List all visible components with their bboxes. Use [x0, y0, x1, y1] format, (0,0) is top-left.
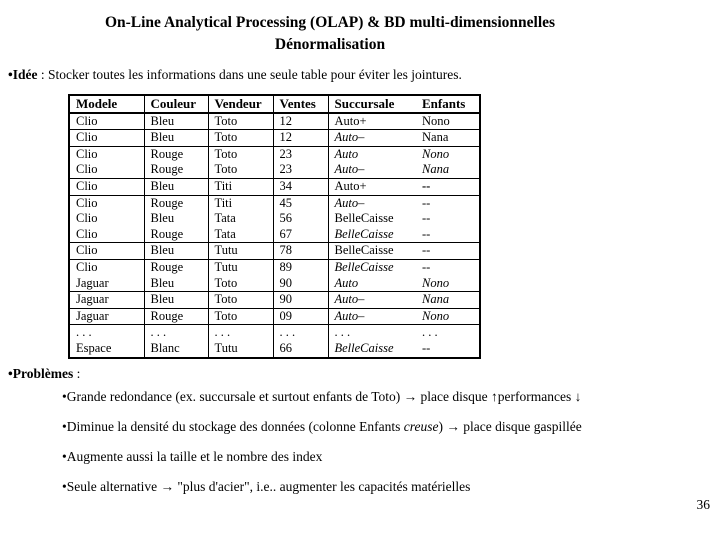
- table-cell: Toto: [208, 276, 273, 292]
- table-cell: Rouge: [144, 308, 208, 325]
- table-row: [69, 341, 480, 358]
- table-cell: Tutu: [208, 341, 273, 358]
- column-header-couleur: Couleur: [144, 95, 208, 113]
- text-segment: •Idée: [8, 67, 38, 82]
- table-row: [69, 292, 480, 309]
- table-row: [69, 243, 480, 260]
- table-cell: 89: [273, 259, 328, 275]
- table-cell: --: [422, 340, 431, 355]
- table-cell: . . .: [273, 325, 328, 341]
- problem-item: [62, 478, 712, 495]
- table-row: [69, 178, 480, 195]
- table-cell: 56: [273, 211, 328, 227]
- table-cell: Auto–: [334, 195, 365, 210]
- table-row: [69, 308, 480, 325]
- table-cell: Jaguar: [69, 276, 144, 292]
- table-cell: Bleu: [144, 276, 208, 292]
- problems-list: [62, 388, 712, 508]
- table-cell: Nana: [416, 292, 480, 309]
- text-segment: "plus d'acier", i.e.. augmenter les capacités matérielles: [173, 479, 471, 494]
- table-cell: Auto+: [328, 178, 416, 195]
- table-cell: BelleCaisse: [328, 227, 416, 243]
- table-cell: --: [422, 195, 431, 210]
- table-row: [69, 162, 480, 178]
- table-cell: Tata: [208, 211, 273, 227]
- text-segment: →: [403, 389, 418, 404]
- column-header-modele: Modele: [69, 95, 144, 113]
- table-cell: . . .: [422, 325, 438, 340]
- table-cell: 12: [273, 113, 328, 130]
- text-segment: •Seule alternative: [62, 479, 161, 494]
- table-cell: Clio: [69, 227, 144, 243]
- table-row: [69, 259, 480, 275]
- table-row: [69, 146, 480, 162]
- table-cell: Titi: [208, 178, 273, 195]
- text-segment: •Grande redondance (ex. succursale et surtout enfants de Toto): [62, 389, 404, 404]
- table-cell: Titi: [208, 195, 273, 211]
- table-row: [69, 211, 480, 227]
- table-cell: Rouge: [144, 146, 208, 162]
- table-row: [69, 195, 480, 211]
- text-segment: ): [438, 419, 447, 434]
- table-cell: Clio: [69, 130, 144, 147]
- table-cell: Toto: [208, 146, 273, 162]
- table-cell: Auto–: [328, 162, 416, 178]
- table-cell: 78: [273, 243, 328, 260]
- table-cell: Toto: [208, 162, 273, 178]
- table-cell: Bleu: [144, 243, 208, 260]
- table-cell: Rouge: [144, 195, 208, 211]
- idea-bullet: [8, 66, 462, 83]
- title-line-2: Dénormalisation: [274, 36, 386, 53]
- slide-title: [0, 12, 660, 56]
- table-cell: Nana: [416, 130, 480, 147]
- table-cell: Rouge: [144, 162, 208, 178]
- text-segment: : Stocker toutes les informations dans une seule table pour éviter les jointures.: [37, 67, 462, 82]
- table-cell: 67: [273, 227, 328, 243]
- table-row: [69, 130, 480, 147]
- table-cell: Clio: [69, 243, 144, 260]
- problem-item: [62, 448, 712, 465]
- table-cell: Auto+: [328, 113, 416, 130]
- denormalization-table: [68, 94, 481, 359]
- table-row: [69, 325, 480, 341]
- table-cell: 90: [273, 276, 328, 292]
- table-row: [69, 227, 480, 243]
- text-segment: •Augmente aussi la taille et le nombre des index: [62, 449, 323, 464]
- table-cell: Rouge: [144, 227, 208, 243]
- table-cell: Toto: [208, 308, 273, 325]
- table-cell: --: [416, 243, 480, 260]
- table-cell: BelleCaisse: [334, 259, 394, 274]
- text-segment: :: [73, 366, 81, 381]
- table-cell: Bleu: [144, 130, 208, 147]
- text-segment: •Problèmes: [8, 366, 74, 381]
- text-segment: •Diminue la densité du stockage des données (colonne Enfants: [62, 419, 404, 434]
- table-cell: BelleCaisse: [328, 243, 416, 260]
- table-cell: Clio: [69, 195, 144, 211]
- table-row: [69, 276, 480, 292]
- page-number: 36: [696, 497, 710, 512]
- title-line-1: On-Line Analytical Processing (OLAP) & BD multi-dimensionnelles: [104, 14, 556, 31]
- table-cell: Bleu: [144, 211, 208, 227]
- table-cell: 45: [273, 195, 328, 211]
- table-cell: --: [416, 178, 480, 195]
- table-cell: Auto–: [328, 130, 416, 147]
- table-cell: Jaguar: [69, 292, 144, 309]
- table-row: [69, 113, 480, 130]
- table-cell: Jaguar: [69, 308, 144, 325]
- table-cell: --: [422, 259, 431, 274]
- table-cell: . . .: [208, 325, 273, 341]
- table-cell: Toto: [208, 113, 273, 130]
- problem-item: [62, 388, 712, 405]
- table-cell: Auto–: [328, 308, 416, 325]
- table-cell: Auto–: [328, 292, 416, 309]
- table-cell: 66: [273, 341, 328, 358]
- table-cell: Nono: [416, 276, 480, 292]
- text-segment: place disque ↑performances ↓: [417, 389, 582, 404]
- table-cell: Clio: [69, 259, 144, 275]
- problems-heading: [8, 365, 80, 382]
- table-cell: Toto: [208, 130, 273, 147]
- table-cell: Clio: [69, 113, 144, 130]
- table-cell: Blanc: [144, 341, 208, 358]
- column-header-succursale: Succursale: [328, 95, 416, 113]
- table-cell: 23: [273, 146, 328, 162]
- table-cell: Toto: [208, 292, 273, 309]
- table-cell: Tutu: [208, 259, 273, 275]
- table-cell: Nono: [422, 146, 450, 161]
- table-cell: BelleCaisse: [334, 211, 394, 226]
- table-cell: Tata: [208, 227, 273, 243]
- table-cell: 09: [273, 308, 328, 325]
- table-cell: Auto: [334, 146, 359, 161]
- table-cell: Clio: [69, 162, 144, 178]
- text-segment: creuse: [403, 419, 439, 434]
- text-segment: →: [446, 419, 460, 434]
- table-cell: 34: [273, 178, 328, 195]
- text-segment: →: [160, 479, 174, 494]
- table-cell: Nono: [416, 308, 480, 325]
- table-cell: Nana: [416, 162, 480, 178]
- table-cell: Clio: [69, 146, 144, 162]
- table-cell: BelleCaisse: [334, 340, 394, 355]
- table-cell: Bleu: [144, 113, 208, 130]
- table-cell: Tutu: [208, 243, 273, 260]
- text-segment: place disque gaspillée: [459, 419, 582, 434]
- table-cell: Nono: [416, 113, 480, 130]
- table-header-row: [69, 95, 480, 113]
- table-cell: --: [416, 227, 480, 243]
- problem-item: [62, 418, 712, 435]
- column-header-ventes: Ventes: [273, 95, 328, 113]
- table-cell: Clio: [69, 211, 144, 227]
- table-cell: Clio: [69, 178, 144, 195]
- table-cell: . . .: [69, 325, 144, 341]
- table-cell: 90: [273, 292, 328, 309]
- table-cell: Bleu: [144, 178, 208, 195]
- table-cell: Bleu: [144, 292, 208, 309]
- column-header-enfants: Enfants: [416, 95, 480, 113]
- table-cell: 12: [273, 130, 328, 147]
- table-cell: Auto: [328, 276, 416, 292]
- table-cell: Rouge: [144, 259, 208, 275]
- column-header-vendeur: Vendeur: [208, 95, 273, 113]
- table-cell: . . .: [334, 325, 351, 340]
- table-cell: Espace: [69, 341, 144, 358]
- table-cell: . . .: [144, 325, 208, 341]
- table-cell: 23: [273, 162, 328, 178]
- table-cell: --: [422, 211, 431, 226]
